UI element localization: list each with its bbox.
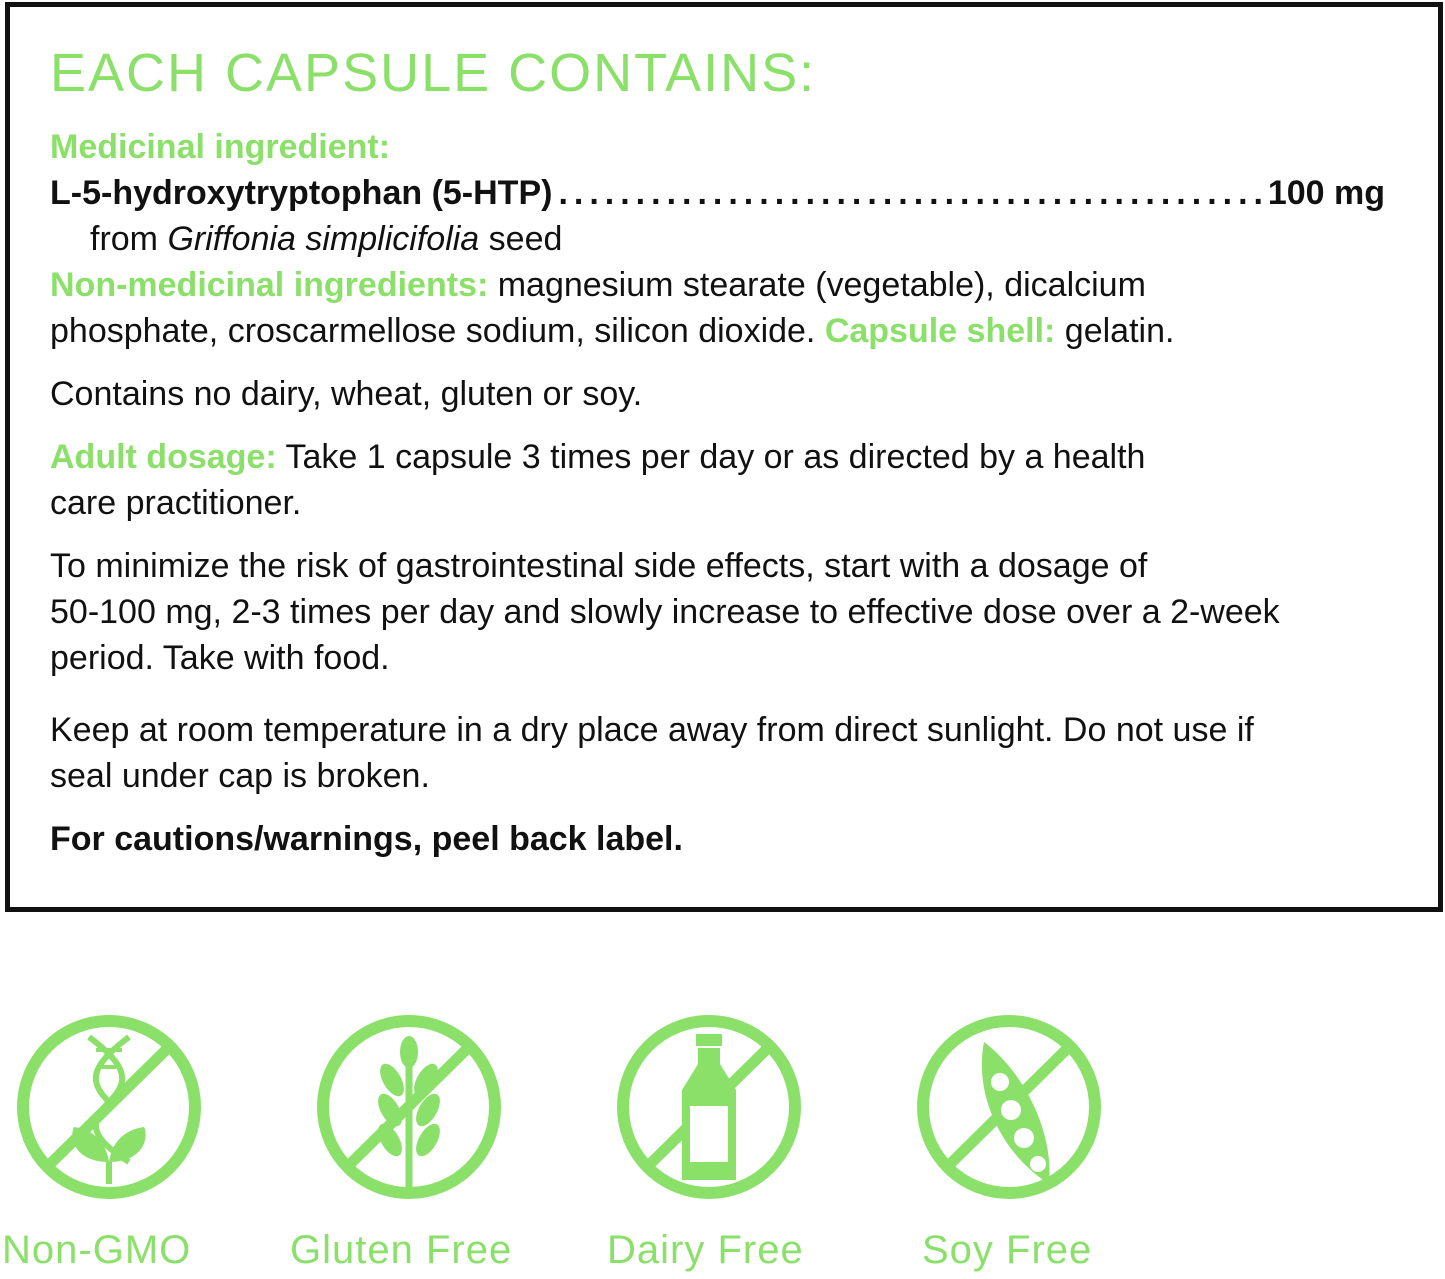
- dna-plant-icon: [14, 1012, 204, 1202]
- dosage-line-2: care practitioner.: [50, 484, 302, 522]
- badge-label-gluten-free: Gluten Free: [290, 1228, 513, 1272]
- ingredient-amount: 100 mg: [1267, 174, 1385, 212]
- source-species: Griffonia simplicifolia: [167, 220, 480, 258]
- storage-line-2: seal under cap is broken.: [50, 757, 430, 795]
- medicinal-heading-text: Medicinal ingredient:: [50, 128, 391, 166]
- nonmed-text-1: magnesium stearate (vegetable), dicalcium: [488, 266, 1146, 304]
- storage-line-1: Keep at room temperature in a dry place away from direct sunlight. Do not use if: [50, 711, 1254, 749]
- gi-line-3: period. Take with food.: [50, 639, 390, 677]
- label-title: EACH CAPSULE CONTAINS:: [50, 43, 817, 103]
- badge-label-dairy-free: Dairy Free: [607, 1228, 804, 1272]
- capsule-heading: Capsule shell:: [824, 312, 1056, 350]
- capsule-value: gelatin.: [1055, 312, 1175, 350]
- gi-line-1: To minimize the risk of gastrointestinal side effects, start with a dosage of: [50, 547, 1148, 585]
- milk-bottle-icon: [614, 1012, 804, 1202]
- soybean-pod-icon: [914, 1012, 1104, 1202]
- ingredient-row: [50, 170, 1385, 216]
- badge-label-non-gmo: Non-GMO: [2, 1228, 192, 1272]
- gi-line-2: 50-100 mg, 2-3 times per day and slowly increase to effective dose over a 2-week: [50, 593, 1280, 631]
- source-suffix: seed: [479, 220, 563, 258]
- dosage-line-1: [50, 434, 1145, 480]
- nonmed-line-2: [50, 308, 1174, 354]
- dosage-heading: Adult dosage:: [50, 438, 277, 476]
- badge-label-soy-free: Soy Free: [922, 1228, 1093, 1272]
- dosage-text-1: Take 1 capsule 3 times per day or as directed by a health: [276, 438, 1146, 476]
- nonmed-heading: Non-medicinal ingredients:: [50, 266, 489, 304]
- allergen-note: Contains no dairy, wheat, gluten or soy.: [50, 375, 643, 413]
- caution-note: For cautions/warnings, peel back label.: [50, 820, 683, 858]
- ingredient-name: L-5-hydroxytryptophan (5-HTP): [50, 174, 553, 212]
- wheat-icon: [314, 1012, 504, 1202]
- nonmed-line-1: [50, 262, 1146, 308]
- ingredient-source: [90, 216, 562, 262]
- nonmed-text-2: phosphate, croscarmellose sodium, silicon dioxide.: [50, 312, 825, 350]
- medicinal-heading: [50, 124, 390, 170]
- source-prefix: from: [90, 220, 168, 258]
- leader-dots: [558, 170, 1261, 216]
